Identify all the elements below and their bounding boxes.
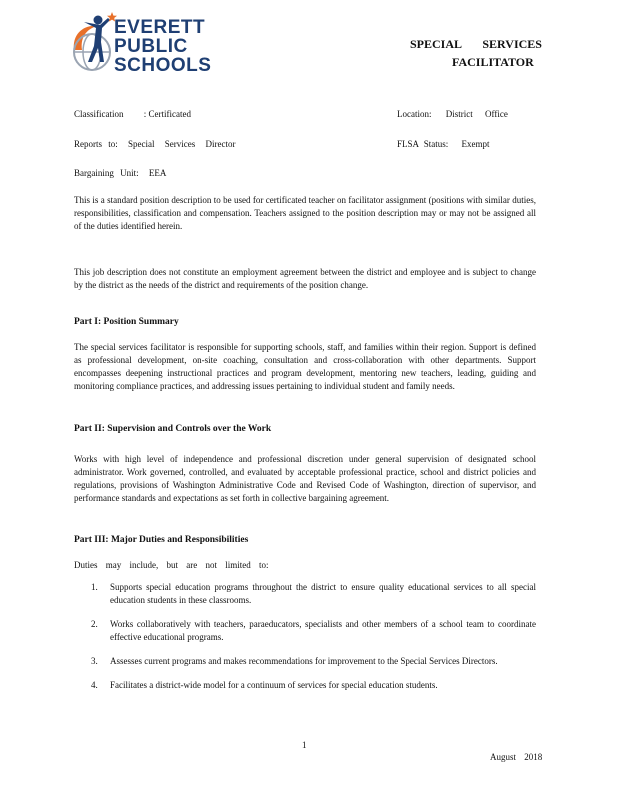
reports-to-field [74,139,235,149]
duty-number: 2. [91,619,98,629]
duties-list [74,581,536,703]
reports-to-value: Special Services Director [128,139,236,149]
bargaining-unit-label: Bargaining Unit: [74,168,139,178]
location-field [397,109,508,119]
duty-text: Works collaboratively with teachers, paraeducators, specialists and other members of a school team to coordinate effective educational programs. [110,619,536,642]
duty-text: Assesses current programs and makes recommendations for improvement to the Special Services Directors. [110,656,498,666]
location-value: District Office [445,109,508,119]
duty-item [74,655,536,668]
reports-to-label: Reports to: [74,139,118,149]
duty-number: 1. [91,582,98,592]
duties-intro: Duties may include, but are not limited to: [74,560,269,570]
page-number: 1 [302,740,307,750]
title-line-2: FACILITATOR [452,55,534,69]
classification-field [74,109,191,119]
classification-label: Classification [74,109,124,119]
duty-text: Facilitates a district-wide model for a continuum of services for special education students. [110,680,438,690]
bargaining-unit-value: EEA [148,168,167,178]
logo-line-1: EVERETT [114,17,206,38]
flsa-status-field [397,139,490,149]
duty-number: 3. [91,656,98,666]
revision-date: August 2018 [490,752,543,762]
duty-text: Supports special education programs throughout the district to ensure quality educational services to all special education students in these classrooms. [110,582,536,605]
logo-line-3: SCHOOLS [114,55,212,76]
flsa-status-label: FLSA Status: [397,139,449,149]
logo-emblem-icon [68,12,118,78]
title-line-1: SPECIAL SERVICES [410,37,542,51]
logo-wordmark [114,18,211,75]
location-label: Location: [397,109,432,119]
intro-paragraph-2: This job description does not constitute an employment agreement between the district and employee and is subject to change by the district as the needs of the district and requirements of the position change. [74,267,536,290]
part-2-heading: Part II: Supervision and Controls over the Work [74,424,272,434]
duty-item [74,618,536,644]
duty-item [74,581,536,607]
part-1-heading: Part I: Position Summary [74,317,179,327]
part-3-heading: Part III: Major Duties and Responsibilities [74,535,249,545]
duty-number: 4. [91,680,98,690]
part-2-text: Works with high level of independence and professional discretion under general supervision of designated school administrator. Work governed, controlled, and evaluated by acceptable professional practice, school and district policies and regulations, provisions of Washington Administrative Code and Revised Code of Washington, direction of supervisor, and performance standards and expectations as set forth in collective bargaining agreement. [74,454,536,503]
logo-line-2: PUBLIC [114,36,188,57]
flsa-status-value: Exempt [461,139,490,149]
intro-paragraph-1: This is a standard position description to be used for certificated teacher on facilitator assignment (positions with similar duties, responsibilities, classification and compensation. Teachers assigned to the position description may or may not be assigned all of the duties identified herein. [74,195,536,231]
classification-value: : Certificated [143,109,191,119]
duty-item [74,679,536,692]
bargaining-unit-field [74,168,166,178]
everett-public-schools-logo [68,12,248,84]
part-1-text: The special services facilitator is responsible for supporting schools, staff, and families within their region. Support is defined as professional development, on-site coaching, consultation and cross-collaboration with other departments. Support encompasses deepening instructional practices and program development, mentoring new teachers, leading, guiding and monitoring compliance practices, and addressing issues pertaining to individual student and family needs. [74,342,536,391]
